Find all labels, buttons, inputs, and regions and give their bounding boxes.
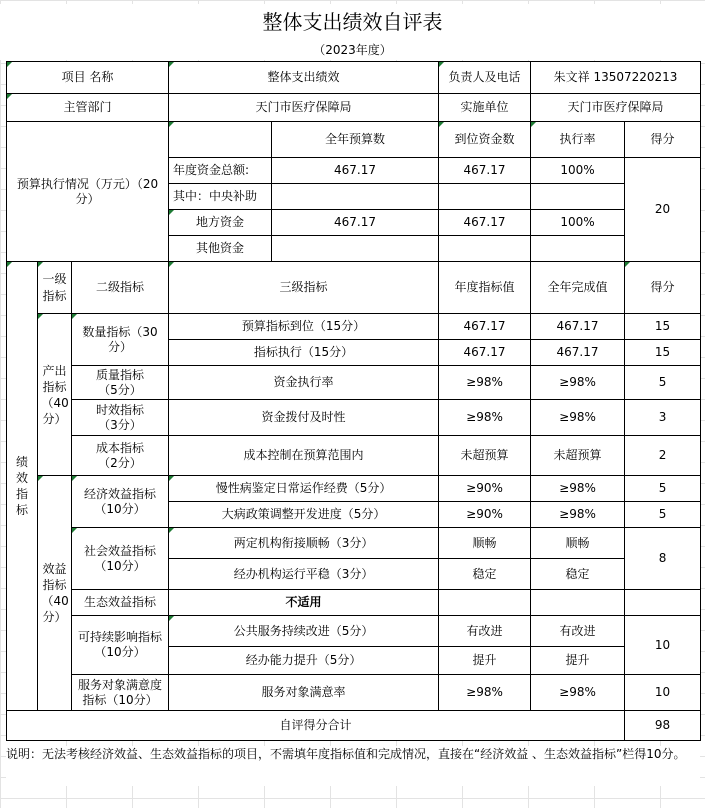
- total-row: [7, 711, 701, 741]
- h-level1-text: 一级指标: [42, 271, 67, 303]
- perf-row: [7, 314, 701, 340]
- contact-value[interactable]: 朱文祥 13507220213: [531, 62, 701, 94]
- perf-item[interactable]: 经办机构运行平稳（3分）: [169, 559, 439, 590]
- perf-header-row: [7, 262, 701, 314]
- perf-actual[interactable]: 467.17: [531, 340, 625, 366]
- perf-row: [7, 528, 701, 559]
- perf-target[interactable]: 提升: [439, 647, 531, 675]
- perf-score[interactable]: 3: [625, 400, 701, 436]
- h-target[interactable]: 年度指标值: [439, 262, 531, 314]
- perf-item[interactable]: 预算指标到位（15分）: [169, 314, 439, 340]
- perf-target[interactable]: ≥98%: [439, 675, 531, 711]
- contact-label[interactable]: 负责人及电话: [439, 62, 531, 94]
- col-budget-score[interactable]: 得分: [625, 122, 701, 158]
- perf-actual[interactable]: 稳定: [531, 559, 625, 590]
- budget-section-label[interactable]: 预算执行情况（万元）（20分）: [7, 122, 169, 262]
- budget-row-rate[interactable]: [531, 184, 625, 210]
- perf-target[interactable]: 有改进: [439, 616, 531, 647]
- perf-actual[interactable]: 提升: [531, 647, 625, 675]
- perf-actual[interactable]: 顺畅: [531, 528, 625, 559]
- perf-actual[interactable]: ≥98%: [531, 675, 625, 711]
- qty-indicator[interactable]: 数量指标（30分）: [72, 314, 169, 366]
- budget-row-received[interactable]: 467.17: [439, 158, 531, 184]
- perf-item[interactable]: 经办能力提升（5分）: [169, 647, 439, 675]
- quality-indicator-text: 质量指标（5分）: [95, 367, 144, 397]
- impl-value[interactable]: 天门市医疗保障局: [531, 94, 701, 122]
- cost-indicator-text: 成本指标（2分）: [95, 440, 144, 470]
- budget-header-row: [7, 122, 701, 158]
- perf-actual[interactable]: [531, 590, 625, 616]
- perf-item[interactable]: 成本控制在预算范围内: [169, 436, 439, 476]
- benefit-indicator[interactable]: [38, 476, 72, 711]
- perf-side-text: 绩效指标: [15, 455, 28, 517]
- perf-target[interactable]: 顺畅: [439, 528, 531, 559]
- perf-target[interactable]: ≥98%: [439, 400, 531, 436]
- output-indicator[interactable]: [38, 314, 72, 476]
- perf-actual[interactable]: 未超预算: [531, 436, 625, 476]
- perf-score[interactable]: 5: [625, 366, 701, 400]
- satisfaction-indicator[interactable]: 服务对象满意度指标（10分）: [72, 675, 169, 711]
- perf-item[interactable]: 指标执行（15分）: [169, 340, 439, 366]
- budget-row-label[interactable]: 其中：中央补助: [169, 184, 272, 210]
- project-name-value[interactable]: 整体支出绩效: [169, 62, 439, 94]
- perf-item[interactable]: 大病政策调整开发进度（5分）: [169, 502, 439, 528]
- perf-item[interactable]: 不适用: [169, 590, 439, 616]
- dept-value[interactable]: 天门市医疗保障局: [169, 94, 439, 122]
- h-level1[interactable]: [38, 262, 72, 314]
- budget-row-annual[interactable]: [272, 184, 439, 210]
- budget-score[interactable]: 20: [625, 158, 701, 262]
- h-score[interactable]: 得分: [625, 262, 701, 314]
- econ-indicator[interactable]: 经济效益指标（10分）: [72, 476, 169, 528]
- perf-actual[interactable]: 467.17: [531, 314, 625, 340]
- total-label[interactable]: 自评得分合计: [7, 711, 625, 741]
- perf-side-label[interactable]: [7, 262, 38, 711]
- perf-target[interactable]: ≥98%: [439, 366, 531, 400]
- budget-row-rate[interactable]: 100%: [531, 158, 625, 184]
- perf-target[interactable]: ≥90%: [439, 476, 531, 502]
- header-row-project: [7, 62, 701, 94]
- perf-target[interactable]: 未超预算: [439, 436, 531, 476]
- perf-score[interactable]: 2: [625, 436, 701, 476]
- footnote: 说明：无法考核经济效益、生态效益指标的项目，不需填年度指标值和完成情况，直接在“经济效益 、生态效益指标”栏得10分。: [6, 746, 700, 786]
- evaluation-table: [6, 61, 701, 741]
- year-label: （2023年度）: [0, 40, 705, 60]
- h-level3[interactable]: 三级指标: [169, 262, 439, 314]
- perf-target[interactable]: 467.17: [439, 340, 531, 366]
- perf-actual[interactable]: ≥98%: [531, 502, 625, 528]
- perf-actual[interactable]: ≥98%: [531, 366, 625, 400]
- perf-target[interactable]: ≥90%: [439, 502, 531, 528]
- benefit-indicator-text: 效益指标（40分）: [41, 562, 69, 624]
- time-indicator[interactable]: [72, 400, 169, 436]
- perf-row: [7, 616, 701, 647]
- perf-row: [7, 436, 701, 476]
- perf-score[interactable]: 5: [625, 476, 701, 502]
- quality-indicator[interactable]: [72, 366, 169, 400]
- perf-item[interactable]: 服务对象满意率: [169, 675, 439, 711]
- time-indicator-text: 时效指标（3分）: [95, 402, 144, 432]
- perf-row: [7, 675, 701, 711]
- budget-row-rate[interactable]: 100%: [531, 210, 625, 236]
- cost-indicator[interactable]: [72, 436, 169, 476]
- output-indicator-text: 产出指标（40分）: [41, 363, 69, 426]
- impl-label[interactable]: 实施单位: [439, 94, 531, 122]
- eco-indicator[interactable]: 生态效益指标: [72, 590, 169, 616]
- social-score[interactable]: 8: [625, 528, 701, 590]
- budget-row-label[interactable]: 其他资金: [169, 236, 272, 262]
- budget-row-label[interactable]: 地方资金: [169, 210, 272, 236]
- perf-row: [7, 476, 701, 502]
- col-received-funds[interactable]: 到位资金数: [439, 122, 531, 158]
- perf-item[interactable]: 公共服务持续改进（5分）: [169, 616, 439, 647]
- budget-row-annual[interactable]: 467.17: [272, 210, 439, 236]
- perf-row: [7, 400, 701, 436]
- perf-score[interactable]: 5: [625, 502, 701, 528]
- perf-item[interactable]: 慢性病鉴定日常运作经费（5分）: [169, 476, 439, 502]
- budget-row-rate[interactable]: [531, 236, 625, 262]
- perf-score[interactable]: 15: [625, 340, 701, 366]
- perf-row: [7, 590, 701, 616]
- perf-target[interactable]: [439, 590, 531, 616]
- perf-score[interactable]: 10: [625, 675, 701, 711]
- perf-actual[interactable]: 有改进: [531, 616, 625, 647]
- sustain-indicator[interactable]: 可持续影响指标（10分）: [72, 616, 169, 675]
- perf-actual[interactable]: ≥98%: [531, 476, 625, 502]
- h-actual[interactable]: 全年完成值: [531, 262, 625, 314]
- col-exec-rate[interactable]: 执行率: [531, 122, 625, 158]
- project-name-label[interactable]: 项目 名称: [7, 62, 169, 94]
- col-annual-budget[interactable]: 全年预算数: [272, 122, 439, 158]
- budget-row-annual[interactable]: [272, 236, 439, 262]
- budget-row-received[interactable]: [439, 236, 531, 262]
- perf-item[interactable]: 两定机构衔接顺畅（3分）: [169, 528, 439, 559]
- perf-item[interactable]: 资金执行率: [169, 366, 439, 400]
- perf-target[interactable]: 稳定: [439, 559, 531, 590]
- budget-row-label[interactable]: 年度资金总额:: [169, 158, 272, 184]
- budget-row-annual[interactable]: 467.17: [272, 158, 439, 184]
- perf-score[interactable]: 15: [625, 314, 701, 340]
- perf-row: [7, 366, 701, 400]
- perf-item[interactable]: 资金拨付及时性: [169, 400, 439, 436]
- budget-blank-header[interactable]: [169, 122, 272, 158]
- header-row-dept: [7, 94, 701, 122]
- budget-row-received[interactable]: 467.17: [439, 210, 531, 236]
- perf-actual[interactable]: ≥98%: [531, 400, 625, 436]
- sustain-score[interactable]: 10: [625, 616, 701, 675]
- social-indicator[interactable]: 社会效益指标（10分）: [72, 528, 169, 590]
- dept-label[interactable]: 主管部门: [7, 94, 169, 122]
- perf-target[interactable]: 467.17: [439, 314, 531, 340]
- total-score[interactable]: 98: [625, 711, 701, 741]
- perf-score[interactable]: [625, 590, 701, 616]
- h-level2[interactable]: 二级指标: [72, 262, 169, 314]
- budget-row-received[interactable]: [439, 184, 531, 210]
- page-title: 整体支出绩效自评表: [0, 4, 705, 40]
